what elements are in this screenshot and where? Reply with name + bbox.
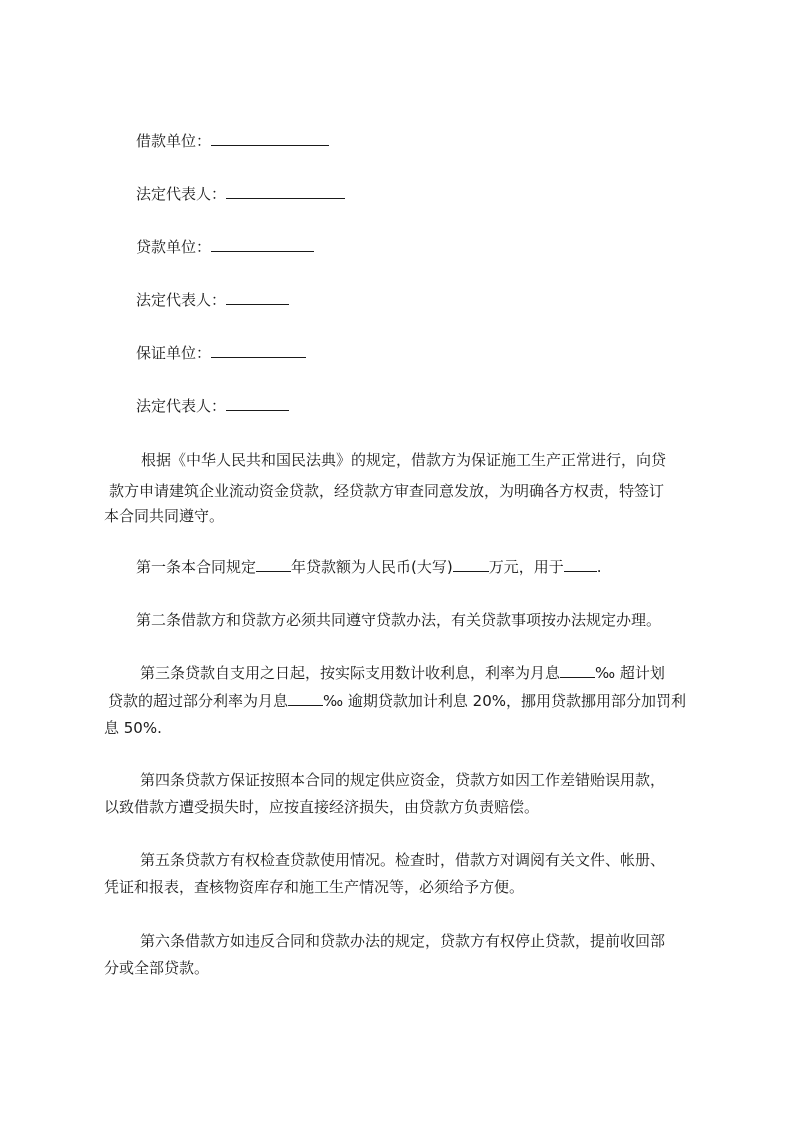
borrower-field [136,132,329,150]
lender-rep-label: 法定代表人： [136,291,227,309]
borrower-label: 借款单位： [136,132,212,150]
borrower-rep-field [136,185,345,203]
lender-blank [211,238,314,252]
intro-line-2: 款方申请建筑企业流动资金贷款，经贷款方审查同意发放，为明确各方权责，特签订 [109,482,665,500]
article-3-line-2 [108,692,686,710]
article-3-line-2-a: 贷款的超过部分利率为月息 [108,692,289,710]
lender-label: 贷款单位： [136,238,212,256]
article-4-line-1: 第四条贷款方保证按照本合同的规定供应资金，贷款方如因工作差错贻误用款， [140,771,666,789]
article-3-line-1-b: ‰ 超计划 [595,664,665,682]
article-5-line-1: 第五条贷款方有权检查贷款使用情况。检查时，借款方对调阅有关文件、帐册、 [140,851,666,869]
article-4-line-2: 以致借款方遭受损失时，应按直接经济损失，由贷款方负责赔偿。 [104,798,540,816]
article-1-part-3: 万元，用于 [488,558,564,576]
article-1-blank-year [256,558,291,572]
lender-rep-field [136,291,289,309]
guarantor-rep-label: 法定代表人： [136,397,227,415]
article-3-line-2-b: ‰ 逾期贷款加计利息 20%，挪用贷款挪用部分加罚利 [323,692,687,710]
article-1-blank-purpose [564,558,597,572]
article-1-blank-amount [453,558,489,572]
borrower-rep-blank [226,185,345,199]
article-6-line-2: 分或全部贷款。 [104,959,210,977]
article-2: 第二条借款方和贷款方必须共同遵守贷款办法，有关贷款事项按办法规定办理。 [136,611,662,629]
guarantor-label: 保证单位： [136,344,212,362]
article-5-line-2: 凭证和报表，查核物资库存和施工生产情况等，必须给予方便。 [104,878,525,896]
lender-rep-blank [226,291,289,305]
borrower-blank [211,132,329,146]
article-3-line-1-a: 第三条贷款自支用之日起，按实际支用数计收利息，利率为月息 [140,664,561,682]
article-6-line-1: 第六条借款方如违反合同和贷款办法的规定，贷款方有权停止贷款，提前收回部 [140,932,666,950]
article-1-part-4: . [596,558,602,576]
article-3-blank-rate-2 [288,692,323,706]
article-3-line-3: 息 50%. [104,719,162,737]
guarantor-rep-field [136,397,289,415]
article-3-line-1 [140,664,665,682]
guarantor-rep-blank [226,397,289,411]
lender-field [136,238,314,256]
article-1-part-1: 第一条本合同规定 [136,558,257,576]
article-1 [136,558,602,576]
intro-line-3: 本合同共同遵守。 [104,507,225,525]
article-1-part-2: 年贷款额为人民币(大写) [291,558,453,576]
guarantor-field [136,344,306,362]
guarantor-blank [211,344,306,358]
intro-line-1: 根据《中华人民共和国民法典》的规定，借款方为保证施工生产正常进行，向贷 [141,451,667,469]
borrower-rep-label: 法定代表人： [136,185,227,203]
article-3-blank-rate-1 [560,664,595,678]
